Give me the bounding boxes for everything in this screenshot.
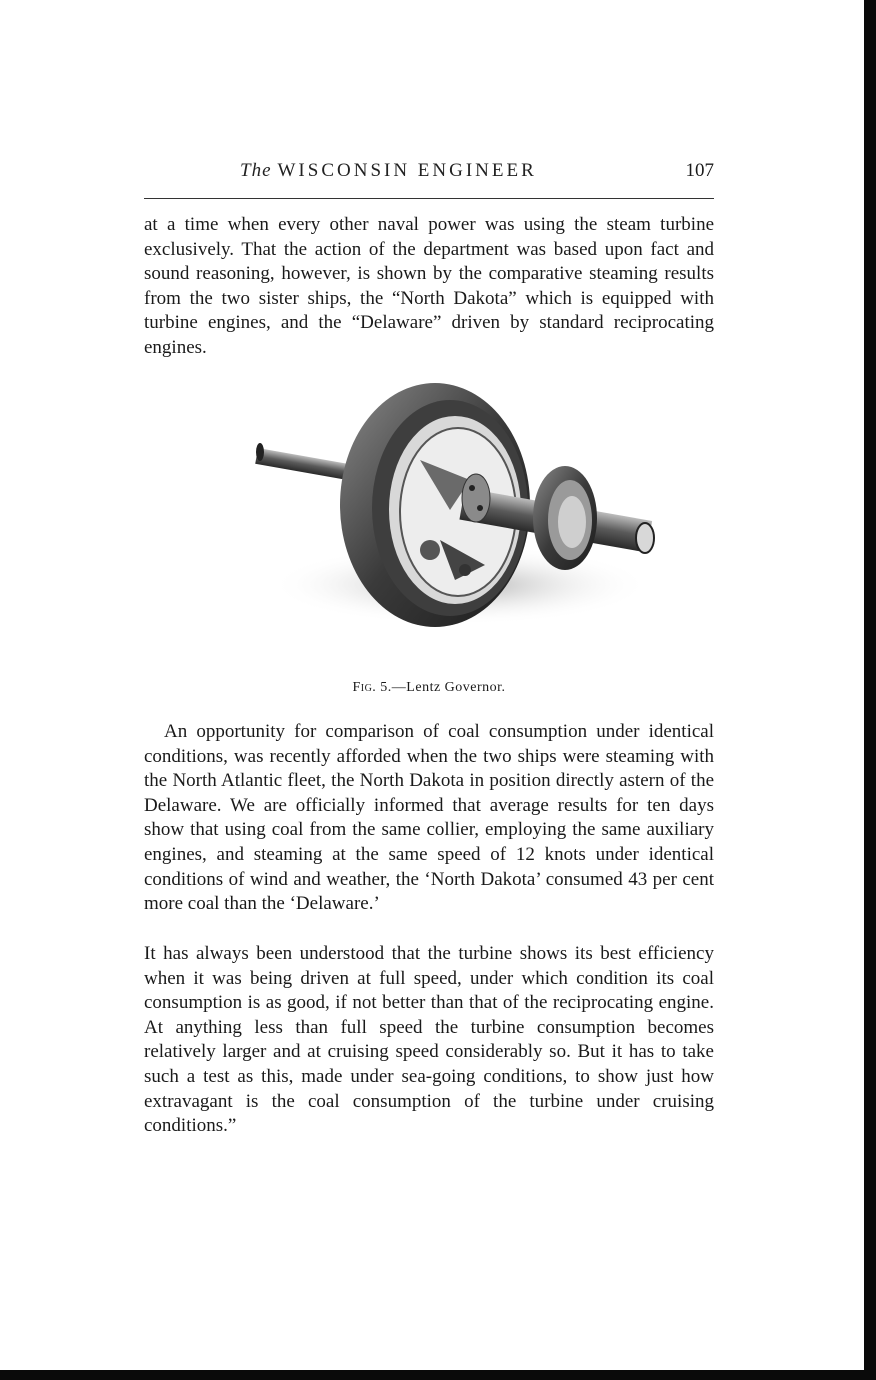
paragraph-2: An opportunity for comparison of coal consumption under identical conditions, was recently afforded when the two ships were steaming with the North Atlantic fleet, the North Dakota in position directly astern of the Delaware. We are officially informed that average results for ten days show that using coal from the same collier, employing the same auxiliary engines, and steaming at the same speed of 12 knots under identical conditions of wind and weather, the ‘North Dakota’ consumed 43 per cent more coal than the ‘Delaware.’ xyxy=(144,721,714,915)
page-number: 107 xyxy=(685,160,714,181)
header-rule xyxy=(144,198,714,199)
journal-title xyxy=(240,160,537,182)
running-header xyxy=(144,160,714,192)
paragraph-1: at a time when every other naval power was using the steam turbine exclusively. That the action of the department was based upon fact and sound reasoning, however, is shown by the comparative steaming results from the two sister ships, the “North Dakota” which is equipped with turbine engines, and the “Delaware” driven by standard reciprocating engines. xyxy=(144,214,714,358)
paragraph-3: It has always been understood that the turbine shows its best efficiency when it was being driven at full speed, under which condition its coal consumption is as good, if not better than that of the reciprocating engine. At anything less than full speed the turbine consumption becomes relatively larger and at cruising speed considerably so. But it has to take such a test as this, made under sea-going conditions, to show just how extravagant is the coal consumption of the turbine under cruising conditions.” xyxy=(144,943,714,1137)
shaft-end xyxy=(636,523,654,553)
figure-lentz-governor xyxy=(240,370,680,640)
figure-caption xyxy=(144,680,714,696)
figure-label: Fig. 5. xyxy=(352,680,392,695)
figure-caption-text: —Lentz Governor. xyxy=(391,680,506,695)
lentz-governor-illustration xyxy=(240,370,680,640)
page-edge-right xyxy=(864,0,876,1380)
journal-title-article: The xyxy=(240,160,272,181)
collar-disc xyxy=(533,466,597,570)
journal-title-name: WISCONSIN ENGINEER xyxy=(277,160,537,181)
page-edge-bottom xyxy=(0,1370,876,1380)
left-shaft xyxy=(255,443,356,481)
